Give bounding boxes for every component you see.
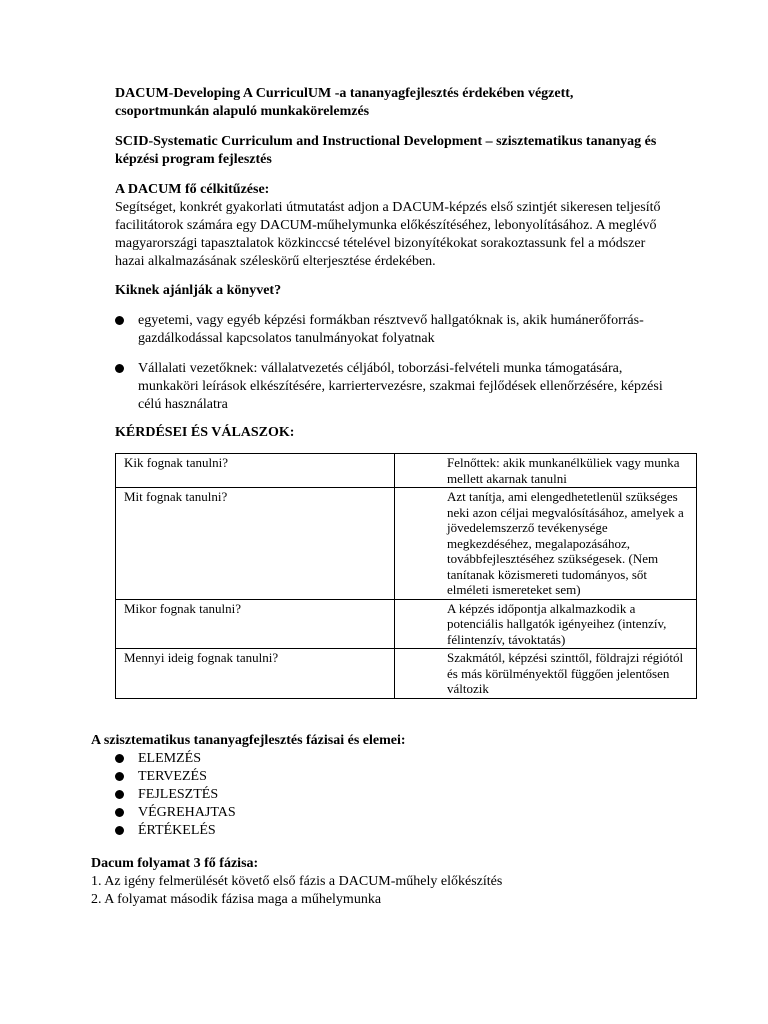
goal-section <box>115 181 675 271</box>
bullet-icon <box>115 772 124 781</box>
audience-item-text: Vállalati vezetőknek: vállalatvezetés céljából, toborzási-felvételi munka támogatására, munkaköri leírások elkészítésére, karriertervezésre, szakmai fejlődések ellenőrzésére, képzési célú használatra <box>138 361 663 412</box>
phase-label: ELEMZÉS <box>138 751 201 766</box>
answer-cell: Azt tanítja, ami elengedhetetlenül szükséges neki azon céljai megvalósításához, amelyek a jövedelemszerző tevékenysége megkezdéséhez, megalapozásához, továbbfejlesztéséhez szükségesek. (Nem tanítanak közismereti tudományos, sőt elméleti ismereteket sem) <box>395 488 697 600</box>
list-item <box>115 750 236 768</box>
answer-cell: A képzés időpontja alkalmazkodik a potenciális hallgatók igényeihez (intenzív, félintenzív, távoktatás) <box>395 599 697 649</box>
process-line: 1. Az igény felmerülését követő első fázis a DACUM-műhely előkészítés <box>91 874 503 889</box>
bullet-icon <box>115 808 124 817</box>
process-section <box>91 855 691 909</box>
heading-scid: SCID-Systematic Curriculum and Instructional Development – szisztematikus tananyag és képzési program fejlesztés <box>115 134 657 167</box>
question-cell: Kik fognak tanulni? <box>116 454 395 488</box>
phase-label: FEJLESZTÉS <box>138 787 219 802</box>
list-item <box>115 360 675 414</box>
audience-title: Kiknek ajánlják a könyvet? <box>115 283 282 298</box>
qa-title: KÉRDÉSEI ÉS VÁLASZOK: <box>115 425 295 440</box>
table-row <box>116 649 697 699</box>
answer-cell: Szakmától, képzési szinttől, földrajzi régiótól és más körülményektől függően jelentősen változik <box>395 649 697 699</box>
phase-label: TERVEZÉS <box>138 769 207 784</box>
question-cell: Mennyi ideig fognak tanulni? <box>116 649 395 699</box>
audience-list <box>115 312 675 414</box>
bullet-icon <box>115 826 124 835</box>
bullet-icon <box>115 790 124 799</box>
phases-title: A szisztematikus tananyagfejlesztés fázisai és elemei: <box>91 733 406 748</box>
list-item <box>115 768 236 786</box>
goal-title: A DACUM fő célkitűzése: <box>115 182 270 197</box>
qa-table <box>115 453 697 699</box>
audience-item-text: egyetemi, vagy egyéb képzési formákban résztvevő hallgatóknak is, akik humánerőforrás-gazdálkodással kapcsolatos tanulmányokat folyatnak <box>138 313 644 346</box>
process-line: 2. A folyamat második fázisa maga a műhelymunka <box>91 892 382 907</box>
bullet-icon <box>115 754 124 763</box>
question-cell: Mikor fognak tanulni? <box>116 599 395 649</box>
process-title: Dacum folyamat 3 fő fázisa: <box>91 856 259 871</box>
phase-label: VÉGREHAJTAS <box>138 805 236 820</box>
list-item <box>115 786 236 804</box>
table-row <box>116 599 697 649</box>
list-item <box>115 822 236 840</box>
list-item <box>115 804 236 822</box>
phase-label: ÉRTÉKELÉS <box>138 823 216 838</box>
goal-text: Segítséget, konkrét gyakorlati útmutatást adjon a DACUM-képzés első szintjét sikeresen teljesítő facilitátorok számára egy DACUM-műhelymunka előkészítéséhez, lebonyolításához. A meglévő magyarországi tapasztalatok közkinccsé tételével bizonyítékokat sorakoztassunk fel a módszer hazai alkalmazásának széleskörű elterjesztése érdekében. <box>115 200 661 269</box>
answer-cell: Felnőttek: akik munkanélküliek vagy munka mellett akarnak tanulni <box>395 454 697 488</box>
table-row <box>116 488 697 600</box>
phases-list <box>115 750 236 840</box>
heading-dacum: DACUM-Developing A CurriculUM -a tananyagfejlesztés érdekében végzett, csoportmunkán alapuló munkakörelemzés <box>115 86 574 119</box>
table-row <box>116 454 697 488</box>
list-item <box>115 312 675 348</box>
bullet-icon <box>115 316 124 325</box>
question-cell: Mit fognak tanulni? <box>116 488 395 600</box>
bullet-icon <box>115 364 124 373</box>
